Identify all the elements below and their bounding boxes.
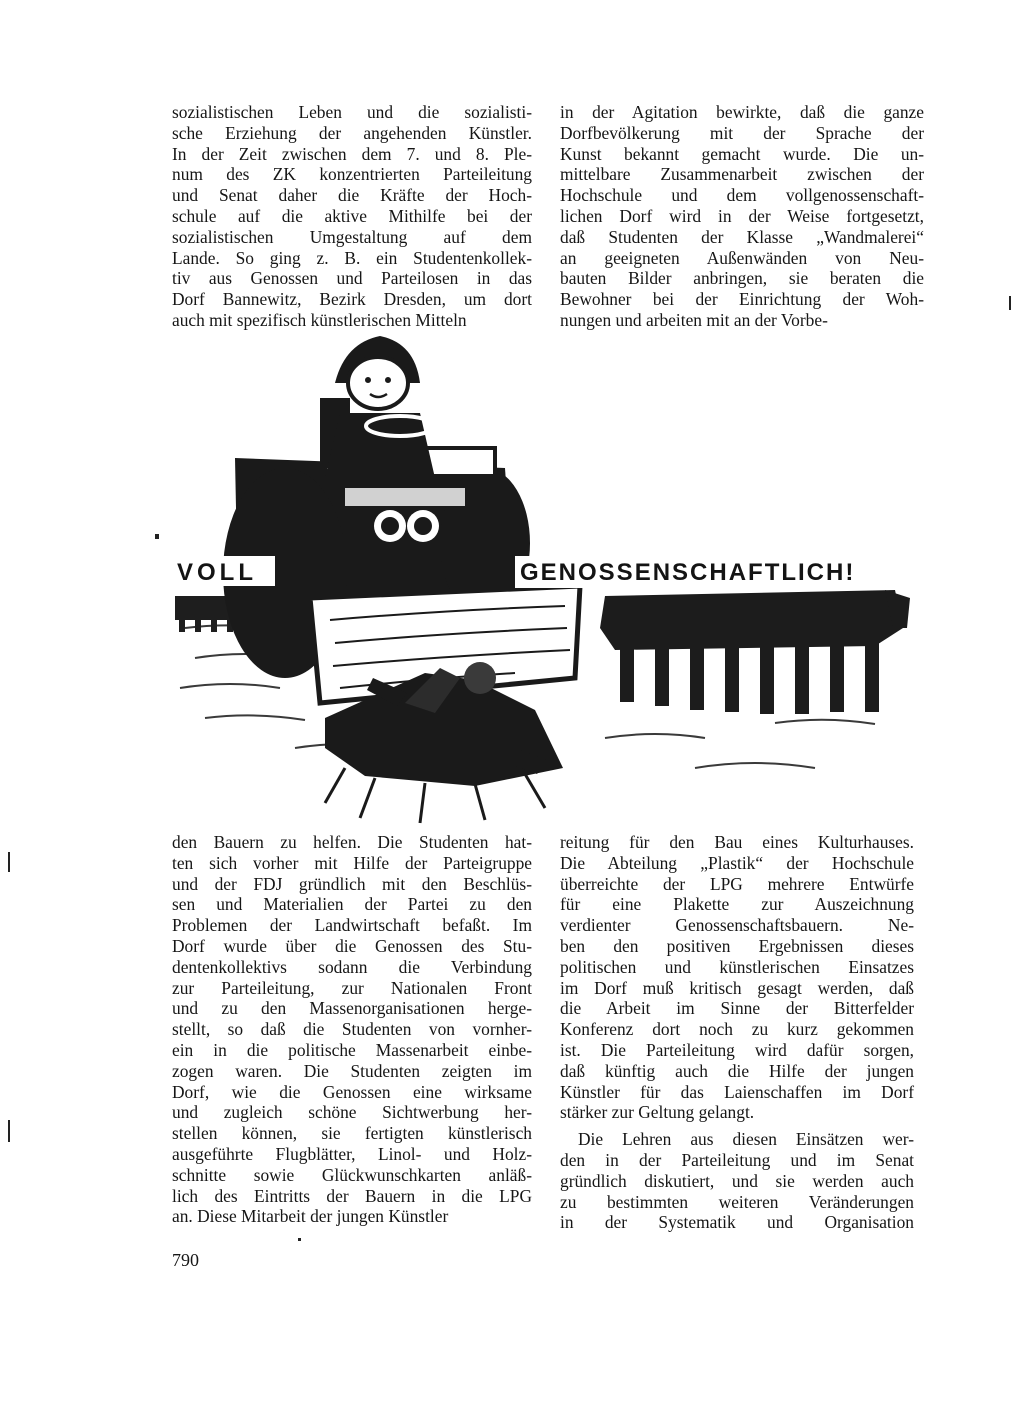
text-line: und der FDJ gründlich mit den Beschlüs- xyxy=(172,873,532,894)
text-line: ein in die politische Massenarbeit einbe- xyxy=(172,1039,532,1060)
caption-right: GENOSSENSCHAFTLICH! xyxy=(520,559,856,586)
text-line: Problemen der Landwirtschaft befaßt. Im xyxy=(172,915,532,936)
margin-speck xyxy=(155,534,159,539)
text-line: Künstler für das Laienschaffen im Dorf xyxy=(560,1081,914,1102)
text-line: Dorfbevölkerung mit der Sprache der xyxy=(560,122,924,143)
text-line: reitung für den Bau eines Kulturhauses. xyxy=(560,832,914,852)
text-line: Bewohner bei der Einrichtung der Woh- xyxy=(560,289,924,310)
text-line: Lande. So ging z. B. ein Studentenkollek- xyxy=(172,247,532,268)
text-line: in der Agitation bewirkte, daß die ganze xyxy=(560,102,924,122)
margin-speck xyxy=(298,1238,301,1241)
text-line: gründlich diskutiert, und sie werden auch xyxy=(560,1170,914,1191)
text-line: ten sich vorher mit Hilfe der Parteigruppe xyxy=(172,852,532,873)
page-number: 790 xyxy=(172,1250,199,1270)
text-line: Kunst bekannt gemacht wurde. Die un- xyxy=(560,143,924,164)
margin-speck xyxy=(1009,296,1011,310)
text-line: die Arbeit im Sinne der Bitterfelder xyxy=(560,998,914,1019)
text-line: lichen Dorf wird in der Weise fortgesetzt, xyxy=(560,205,924,226)
text-line: ist. Die Parteileitung wird dafür sorgen, xyxy=(560,1039,914,1060)
text-line: den Bauern zu helfen. Die Studenten hat- xyxy=(172,832,532,852)
text-line: überreichte der LPG mehrere Entwürfe xyxy=(560,873,914,894)
text-line: bauten Bilder anbringen, sie beraten die xyxy=(560,268,924,289)
text-line: ben den positiven Ergebnissen dieses xyxy=(560,935,914,956)
text-line: lich des Eintritts der Bauern in die LPG xyxy=(172,1185,532,1206)
text-line: für eine Plakette zur Auszeichnung xyxy=(560,894,914,915)
text-line: auch mit spezifisch künstlerischen Mitteln xyxy=(172,309,467,330)
text-line: sche Erziehung der angehenden Künstler. xyxy=(172,122,532,143)
text-line: dentenkollektivs sodann die Verbindung xyxy=(172,956,532,977)
text-line: num des ZK konzentrierten Parteileitung xyxy=(172,164,532,185)
text-line: zogen waren. Die Studenten zeigten im xyxy=(172,1060,532,1081)
text-column-bottom-right xyxy=(560,832,914,1233)
text-line: sozialistischen Umgestaltung auf dem xyxy=(172,226,532,247)
margin-speck xyxy=(8,1120,10,1142)
text-line: und Senat daher die Kräfte der Hoch- xyxy=(172,185,532,206)
text-column-bottom-left xyxy=(172,832,532,1227)
text-line: an geeigneten Außenwänden von Neu- xyxy=(560,247,924,268)
text-line: im Dorf muß kritisch gesagt werden, daß xyxy=(560,977,914,998)
woodcut-illustration xyxy=(175,328,910,828)
text-line: an. Diese Mitarbeit der jungen Künstler xyxy=(172,1206,449,1227)
text-line: Hochschule und dem vollgenossenschaft- xyxy=(560,185,924,206)
text-line: zur Parteileitung, zur Nationalen Front xyxy=(172,977,532,998)
text-line: verdienter Genossenschaftsbauern. Ne- xyxy=(560,915,914,936)
text-line: schnitte sowie Glückwunschkarten anläß- xyxy=(172,1164,532,1185)
text-line: In der Zeit zwischen dem 7. und 8. Ple- xyxy=(172,143,532,164)
text-line: stellen können, sie fertigten künstlerisch xyxy=(172,1123,532,1144)
text-line: und zu den Massenorganisationen herge- xyxy=(172,998,532,1019)
caption-left: VOLL xyxy=(177,559,257,586)
text-line: stellt, so daß die Studenten von vornher- xyxy=(172,1019,532,1040)
text-line: daß künftig auch die Hilfe der jungen xyxy=(560,1060,914,1081)
text-column-top-right xyxy=(560,102,924,331)
text-line: Die Lehren aus diesen Einsätzen wer- xyxy=(578,1129,914,1150)
text-line: zu bestimmten weiteren Veränderungen xyxy=(560,1191,914,1212)
text-line: politischen und künstlerischen Einsatzes xyxy=(560,956,914,977)
text-line: nungen und arbeiten mit an der Vorbe- xyxy=(560,309,828,330)
text-line: Die Abteilung „Plastik“ der Hochschule xyxy=(560,852,914,873)
text-line: daß Studenten der Klasse „Wandmalerei“ xyxy=(560,226,924,247)
text-line: Konferenz dort noch zu kurz gekommen xyxy=(560,1019,914,1040)
text-line: in der Systematik und Organisation xyxy=(560,1212,914,1233)
text-line: mittelbare Zusammenarbeit zwischen der xyxy=(560,164,924,185)
text-line: Dorf, wie die Genossen eine wirksame xyxy=(172,1081,532,1102)
text-line: tiv aus Genossen und Parteilosen in das xyxy=(172,268,532,289)
text-line: Dorf wurde über die Genossen des Stu- xyxy=(172,935,532,956)
text-column-top-left xyxy=(172,102,532,331)
text-line: den in der Parteileitung und im Senat xyxy=(560,1149,914,1170)
text-line: Dorf Bannewitz, Bezirk Dresden, um dort xyxy=(172,289,532,310)
text-line: sen und Materialien der Partei zu den xyxy=(172,894,532,915)
margin-speck xyxy=(8,852,10,872)
text-line: schule auf die aktive Mithilfe bei der xyxy=(172,205,532,226)
text-line: stärker zur Geltung gelangt. xyxy=(560,1102,755,1123)
text-line: und zugleich schöne Sichtwerbung her- xyxy=(172,1102,532,1123)
text-line: ausgeführte Flugblätter, Linol- und Holz- xyxy=(172,1143,532,1164)
text-line: sozialistischen Leben und die sozialisti- xyxy=(172,102,532,122)
